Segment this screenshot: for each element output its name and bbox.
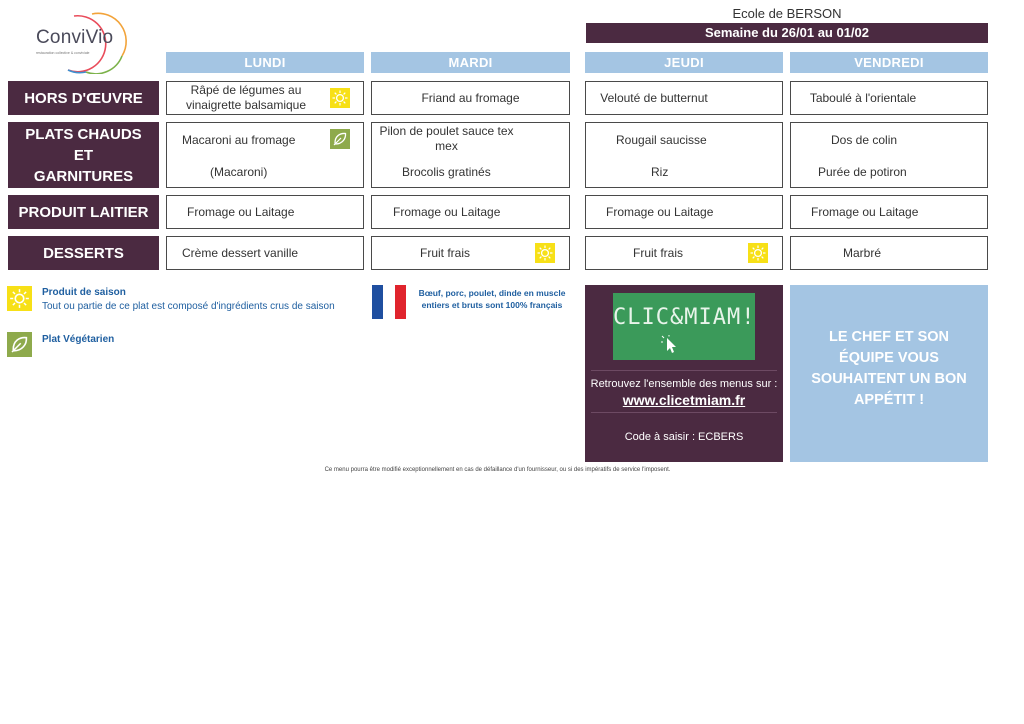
cursor-icon — [661, 335, 681, 355]
divider — [591, 412, 777, 413]
dish-main: Rougail saucisse — [616, 133, 707, 147]
legend-seasonal-text: Tout ou partie de ce plat est composé d'ingrédients crus de saison — [42, 301, 335, 312]
menu-cell-jeudi-hors-doeuvre — [585, 81, 783, 115]
chef-message-panel — [790, 285, 988, 462]
chef-message: LE CHEF ET SON ÉQUIPE VOUS SOUHAITENT UN BON APPÉTIT ! — [811, 328, 967, 408]
dish-name: Râpé de légumes au vinaigrette balsamique — [185, 83, 307, 112]
dish-main: Dos de colin — [831, 133, 898, 147]
dish-name: Fromage ou Laitage — [187, 205, 295, 219]
menu-cell-mardi-laitier — [371, 195, 570, 229]
clicmiam-logo-text: CLIC&MIAM! — [613, 305, 756, 330]
dish-name: Fromage ou Laitage — [811, 205, 919, 219]
dish-main: Pilon de poulet sauce tex mex — [379, 124, 514, 153]
dish-name: Marbré — [843, 246, 882, 260]
category-desserts — [8, 236, 159, 270]
menu-cell-vendredi-laitier — [790, 195, 988, 229]
day-header-jeudi: JEUDI — [585, 52, 783, 73]
convivio-logo — [30, 10, 140, 74]
legend-veg-title: Plat Végétarien — [42, 334, 115, 345]
menu-cell-lundi-laitier — [166, 195, 364, 229]
dish-name: Crème dessert vanille — [182, 246, 299, 260]
dish-name: Velouté de butternut — [600, 91, 708, 105]
menus-find-text: Retrouvez l'ensemble des menus sur : — [590, 378, 778, 390]
sun-icon — [748, 243, 768, 263]
dish-name: Friand au fromage — [421, 91, 520, 105]
category-label: PLATS CHAUDS ET GARNITURES — [25, 125, 142, 185]
menu-cell-lundi-plats — [166, 122, 364, 188]
category-label: HORS D'ŒUVRE — [24, 89, 143, 107]
divider — [591, 370, 777, 371]
category-hors-doeuvre — [8, 81, 159, 115]
dish-side: Riz — [651, 165, 669, 179]
leaf-icon — [330, 129, 350, 149]
menu-cell-mardi-hors-doeuvre — [371, 81, 570, 115]
brand-tagline: restauration collective & conviviale — [36, 51, 90, 55]
menu-cell-vendredi-plats — [790, 122, 988, 188]
menu-cell-mardi-plats — [371, 122, 570, 188]
sun-icon — [535, 243, 555, 263]
menu-disclaimer: Ce menu pourra être modifié exceptionnellement en cas de défaillance d'un fournisseur, ou si des impératifs de service l'imposent. — [324, 467, 671, 473]
menu-cell-mardi-dessert — [371, 236, 570, 270]
leaf-icon — [7, 332, 32, 357]
french-flag-icon — [372, 285, 406, 319]
sun-icon — [330, 88, 350, 108]
menu-cell-lundi-hors-doeuvre — [166, 81, 364, 115]
menu-cell-vendredi-hors-doeuvre — [790, 81, 988, 115]
clicmiam-link[interactable]: www.clicetmiam.fr — [622, 392, 746, 408]
menu-cell-jeudi-laitier — [585, 195, 783, 229]
category-label: PRODUIT LAITIER — [18, 203, 149, 221]
dish-side: Purée de potiron — [818, 165, 907, 179]
menu-cell-vendredi-dessert — [790, 236, 988, 270]
day-header-vendredi: VENDREDI — [790, 52, 988, 73]
menu-cell-jeudi-plats — [585, 122, 783, 188]
menu-cell-lundi-dessert — [166, 236, 364, 270]
day-header-mardi: MARDI — [371, 52, 570, 73]
school-name: Ecole de BERSON — [732, 6, 842, 21]
dish-side: Brocolis gratinés — [402, 165, 491, 179]
dish-name: Fromage ou Laitage — [606, 205, 714, 219]
meat-origin-note: Bœuf, porc, poulet, dinde en muscle entiers et bruts sont 100% français — [418, 288, 566, 310]
dish-name: Fruit frais — [420, 246, 471, 260]
dish-main: Macaroni au fromage — [182, 133, 296, 147]
week-banner: Semaine du 26/01 au 01/02 — [586, 23, 988, 43]
dish-name: Fruit frais — [633, 246, 684, 260]
category-produit-laitier — [8, 195, 159, 229]
day-header-lundi: LUNDI — [166, 52, 364, 73]
brand-name: ConviVio — [36, 27, 114, 48]
access-code: Code à saisir : ECBERS — [624, 431, 744, 443]
dish-name: Taboulé à l'orientale — [809, 91, 917, 105]
clicmiam-panel — [585, 285, 783, 462]
category-label: DESSERTS — [43, 244, 124, 262]
dish-name: Fromage ou Laitage — [393, 205, 501, 219]
sun-icon — [7, 286, 32, 311]
category-plats-chauds — [8, 122, 159, 188]
legend-seasonal-title: Produit de saison — [42, 287, 126, 298]
menu-cell-jeudi-dessert — [585, 236, 783, 270]
dish-side: (Macaroni) — [210, 165, 268, 179]
clicmiam-logo — [613, 293, 755, 360]
